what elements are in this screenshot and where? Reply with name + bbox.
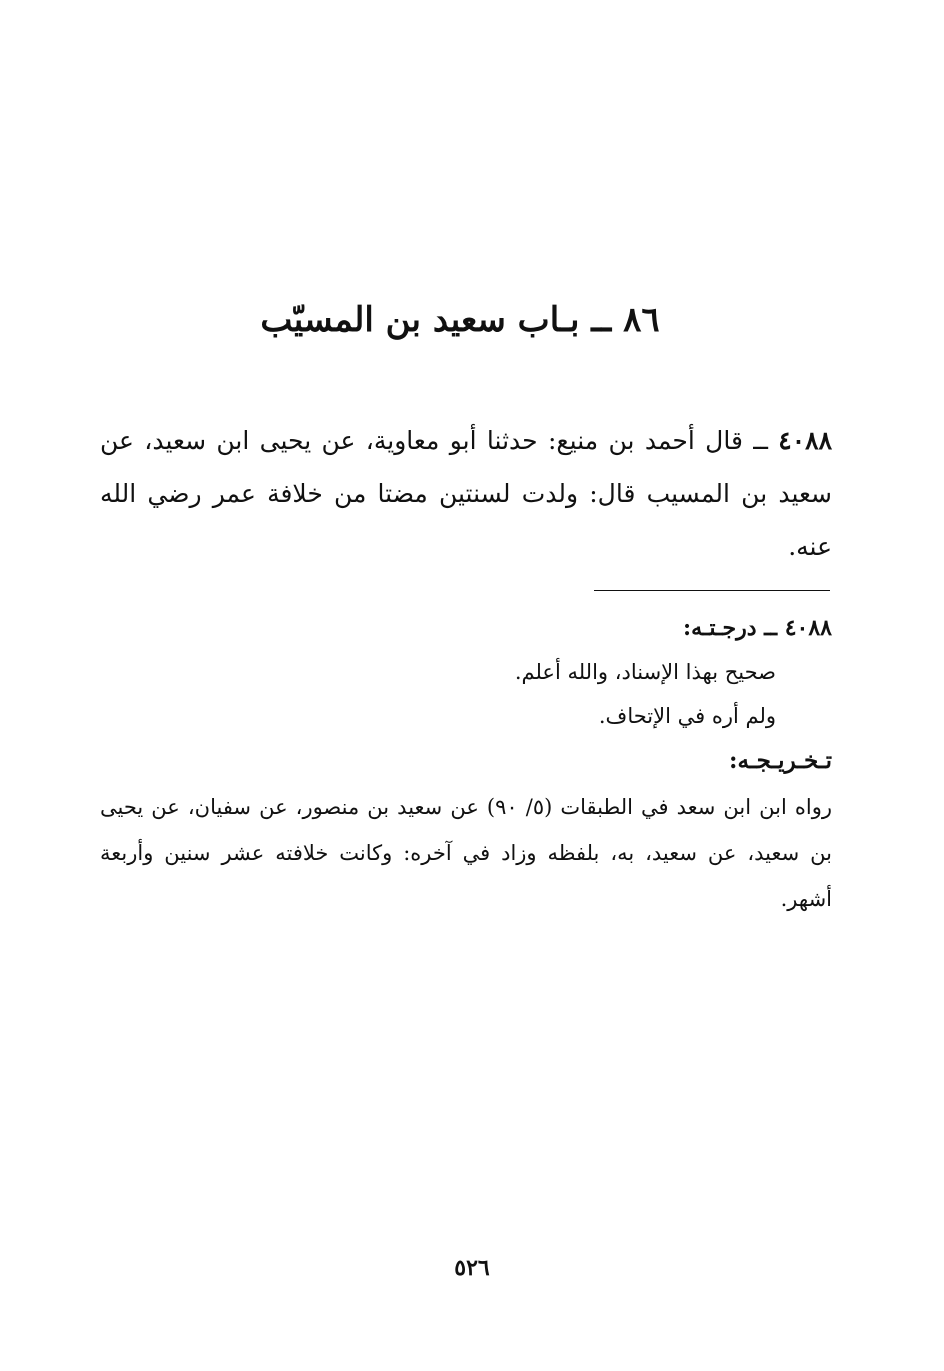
grade-heading: ٤٠٨٨ ــ درجـتـه: (683, 615, 832, 641)
hadith-paragraph (100, 414, 832, 573)
footnote-separator (594, 590, 830, 591)
footnotes (100, 606, 832, 922)
takhrij-text: رواه ابن ابن سعد في الطبقات (٥/ ٩٠) عن سعيد بن منصور، عن سفيان، عن يحيى بن سعيد، عن سعيد، به، بلفظه وزاد في آخره: وكانت خلافته عشر سنين وأربعة أشهر. (100, 795, 832, 911)
takhrij-heading: تـخـريـجـه: (729, 747, 832, 774)
page-number: ٥٢٦ (454, 1255, 490, 1281)
hadith-number: ٤٠٨٨ (778, 426, 832, 455)
hadith-body: ــ قال أحمد بن منيع: حدثنا أبو معاوية، عن يحيى ابن سعيد، عن سعيد بن المسيب قال: ولدت لسنتين مضتا من خلافة عمر رضي الله عنه. (100, 426, 832, 561)
chapter-title: ٨٦ ــ بـاب سعيد بن المسيّب (260, 300, 660, 340)
grade-line: ولم أره في الإتحاف. (598, 704, 776, 728)
grade-line: صحيح بهذا الإسناد، والله أعلم. (514, 660, 776, 684)
